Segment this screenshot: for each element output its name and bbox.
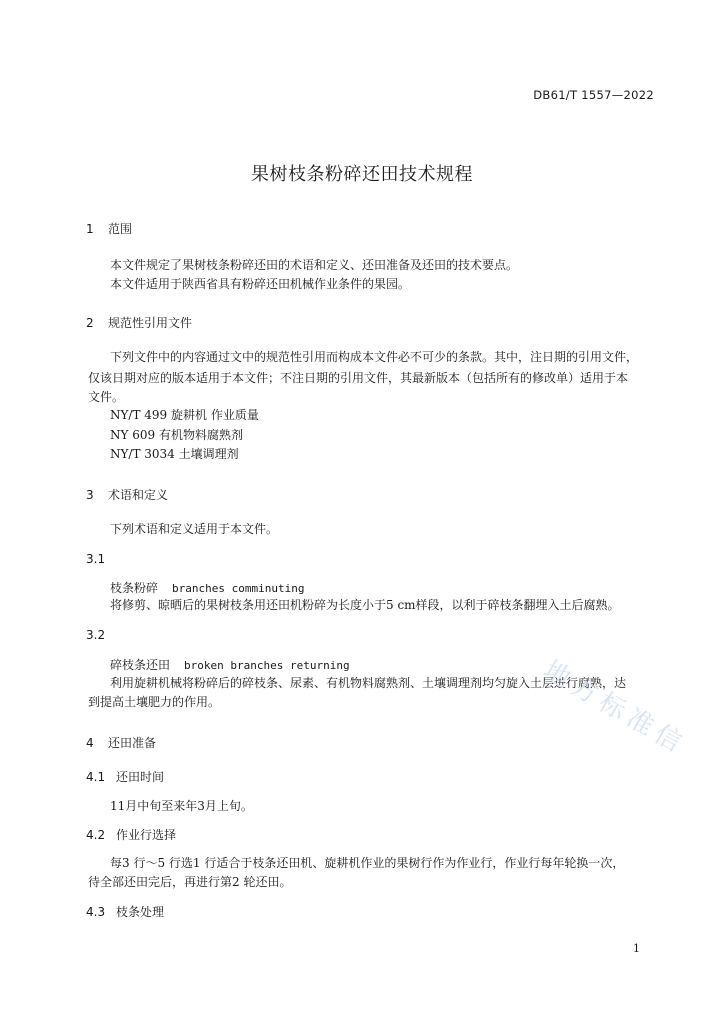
subsection-4-3-heading <box>86 903 164 920</box>
subsection-4-1-heading <box>86 768 164 785</box>
page-number: 1 <box>633 942 640 955</box>
subsection-4-1-text: 11月中旬至来年3月上旬。 <box>110 799 253 813</box>
term-definition: 将修剪、晾晒后的果树枝条用还田机粉碎为长度小于5 cm样段，以利于碎枝条翻埋入土后腐熟。 <box>110 598 620 612</box>
section-2-intro-line-3: 文件。 <box>88 390 125 404</box>
section-number: 3 <box>86 488 94 502</box>
subsection-4-2-text-line-1: 每3 行～5 行选1 行适合于枝条还田机、旋耕机作业的果树行作为作业行，作业行每年轮换一次， <box>110 856 625 870</box>
section-3-intro: 下列术语和定义适用于本文件。 <box>110 522 279 536</box>
section-2-intro-line-2: 仅该日期对应的版本适用于本文件；不注日期的引用文件，其最新版本（包括所有的修改单）适用于本 <box>88 371 629 385</box>
reference-item: NY/T 499 旋耕机 作业质量 <box>110 408 259 422</box>
subsection-number: 4.1 <box>86 770 106 784</box>
watermark: 地方标准信 <box>538 655 692 762</box>
term-entry <box>110 656 350 673</box>
subsection-title: 还田时间 <box>116 770 165 784</box>
subsection-4-2-heading <box>86 826 176 843</box>
term-number: 3.2 <box>86 628 106 642</box>
term-english: broken branches returning <box>184 659 350 672</box>
term-number: 3.1 <box>86 552 106 566</box>
subsection-title: 作业行选择 <box>116 828 177 842</box>
section-title: 术语和定义 <box>108 488 169 502</box>
section-title: 还田准备 <box>108 736 157 750</box>
section-1-paragraph-2: 本文件适用于陕西省具有粉碎还田机械作业条件的果园。 <box>110 277 411 291</box>
term-english: branches comminuting <box>172 582 305 595</box>
term-definition-line-1: 利用旋耕机械将粉碎后的碎枝条、尿素、有机物料腐熟剂、土壤调理剂均匀旋入土层进行腐熟，达 <box>110 676 627 690</box>
section-title: 规范性引用文件 <box>108 316 193 330</box>
section-1-heading <box>86 220 132 237</box>
document-title: 果树枝条粉碎还田技术规程 <box>251 164 473 185</box>
term-entry <box>110 579 304 596</box>
subsection-number: 4.2 <box>86 828 106 842</box>
term-definition-line-2: 到提高土壤肥力的作用。 <box>88 695 221 709</box>
section-number: 4 <box>86 736 94 750</box>
section-number: 1 <box>86 222 94 236</box>
subsection-title: 枝条处理 <box>116 905 165 919</box>
subsection-number: 4.3 <box>86 905 106 919</box>
standard-number: DB61/T 1557—2022 <box>533 88 654 102</box>
section-2-heading <box>86 314 192 331</box>
section-number: 2 <box>86 316 94 330</box>
section-title: 范围 <box>108 222 133 236</box>
reference-item: NY 609 有机物料腐熟剂 <box>110 428 243 442</box>
term-chinese: 枝条粉碎 <box>110 581 159 595</box>
section-2-intro-line-1: 下列文件中的内容通过文中的规范性引用而构成本文件必不可少的条款。其中，注日期的引用文件， <box>110 350 639 364</box>
section-3-heading <box>86 486 168 503</box>
section-1-paragraph-1: 本文件规定了果树枝条粉碎还田的术语和定义、还田准备及还田的技术要点。 <box>110 258 519 272</box>
reference-item: NY/T 3034 土壤调理剂 <box>110 447 239 461</box>
term-chinese: 碎枝条还田 <box>110 658 171 672</box>
subsection-4-2-text-line-2: 待全部还田完后，再进行第2 轮还田。 <box>88 875 292 889</box>
section-4-heading <box>86 734 156 751</box>
